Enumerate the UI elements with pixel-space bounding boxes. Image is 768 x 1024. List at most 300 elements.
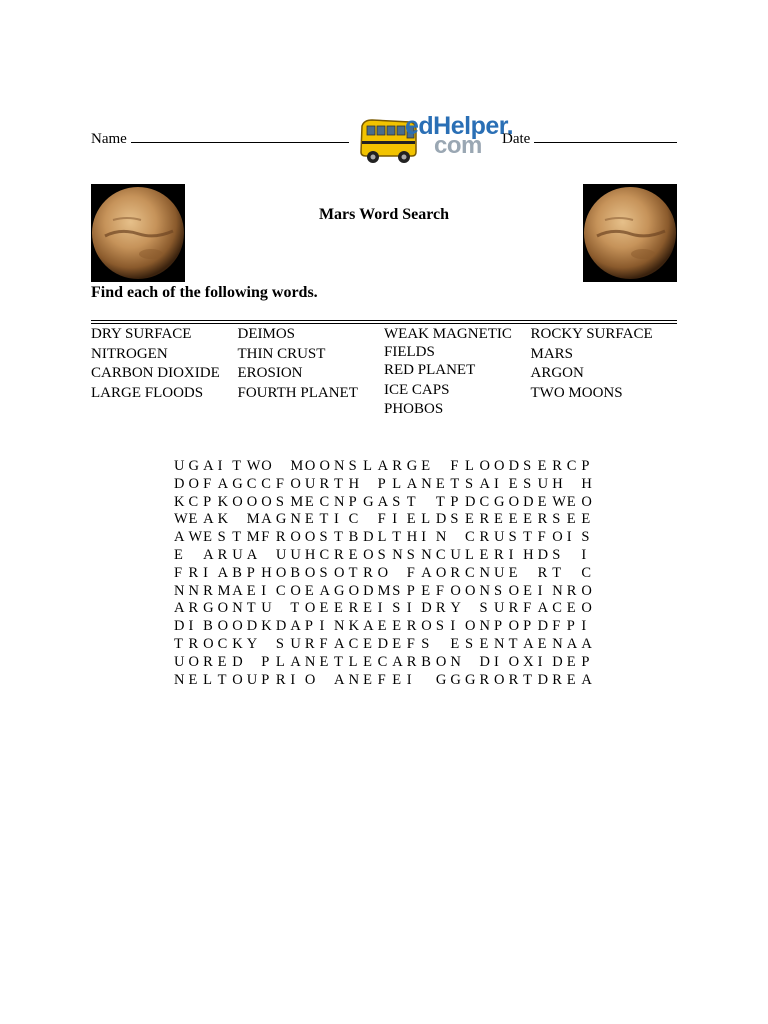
grid-cell[interactable]: U	[290, 635, 301, 652]
grid-cell[interactable]: G	[435, 671, 447, 688]
grid-cell[interactable]: O	[435, 564, 447, 581]
grid-cell[interactable]: H	[523, 546, 534, 563]
grid-cell[interactable]: W	[246, 458, 261, 474]
grid-cell[interactable]: I	[203, 564, 208, 581]
grid-cell[interactable]	[261, 636, 276, 654]
grid-cell[interactable]: N	[334, 493, 345, 510]
grid-cell[interactable]: E	[421, 582, 431, 599]
grid-cell[interactable]: A	[363, 618, 374, 635]
grid-cell[interactable]: U	[494, 564, 505, 581]
grid-cell[interactable]: E	[435, 475, 445, 492]
grid-cell[interactable]: T	[552, 564, 562, 581]
grid-cell[interactable]: O	[508, 493, 520, 510]
grid-cell[interactable]: R	[406, 618, 417, 635]
grid-cell[interactable]: O	[261, 493, 272, 510]
grid-cell[interactable]: P	[261, 653, 270, 670]
grid-cell[interactable]: U	[290, 546, 301, 563]
grid-cell[interactable]: I	[450, 618, 456, 635]
grid-cell[interactable]	[363, 476, 378, 494]
grid-cell[interactable]: E	[537, 635, 547, 652]
grid-cell[interactable]: E	[566, 600, 576, 617]
grid-cell[interactable]: U	[246, 671, 258, 688]
grid-cell[interactable]: C	[275, 582, 286, 599]
grid-cell[interactable]: U	[232, 546, 243, 563]
grid-cell[interactable]: I	[494, 653, 499, 670]
grid-cell[interactable]: G	[363, 493, 374, 510]
grid-cell[interactable]	[465, 600, 480, 618]
grid-cell[interactable]: S	[464, 475, 474, 492]
grid-cell[interactable]: S	[275, 635, 284, 652]
grid-cell[interactable]: O	[581, 600, 592, 617]
grid-cell[interactable]: E	[566, 653, 576, 670]
grid-cell[interactable]: E	[188, 671, 198, 688]
grid-cell[interactable]: G	[275, 511, 287, 528]
grid-cell[interactable]: T	[232, 529, 242, 546]
grid-cell[interactable]: A	[261, 511, 272, 528]
grid-cell[interactable]: I	[537, 582, 543, 599]
grid-cell[interactable]: O	[508, 582, 520, 599]
grid-cell[interactable]: O	[421, 618, 432, 635]
grid-cell[interactable]: I	[406, 671, 412, 688]
grid-cell[interactable]: I	[421, 529, 427, 546]
grid-cell[interactable]: R	[479, 671, 490, 688]
grid-cell[interactable]: S	[217, 529, 226, 546]
grid-cell[interactable]: O	[508, 653, 520, 670]
grid-cell[interactable]: C	[319, 546, 330, 563]
grid-cell[interactable]: O	[232, 493, 243, 510]
grid-cell[interactable]: O	[203, 635, 214, 652]
grid-cell[interactable]: S	[435, 618, 444, 635]
grid-cell[interactable]: N	[188, 582, 200, 599]
grid-cell[interactable]: N	[494, 635, 505, 652]
grid-cell[interactable]: T	[290, 600, 300, 617]
grid-cell[interactable]: F	[377, 671, 386, 688]
grid-cell[interactable]: A	[246, 546, 258, 563]
grid-cell[interactable]: N	[348, 671, 360, 688]
grid-cell[interactable]: D	[435, 511, 447, 528]
grid-cell[interactable]: C	[464, 564, 475, 581]
grid-cell[interactable]: A	[334, 671, 345, 688]
grid-cell[interactable]: F	[275, 475, 284, 492]
grid-cell[interactable]: O	[348, 582, 360, 599]
grid-cell[interactable]: O	[479, 458, 490, 474]
grid-cell[interactable]: R	[188, 564, 199, 581]
grid-cell[interactable]: E	[537, 493, 547, 510]
grid-cell[interactable]	[421, 672, 436, 690]
grid-cell[interactable]: E	[377, 618, 387, 635]
grid-cell[interactable]: L	[392, 475, 402, 492]
grid-cell[interactable]: A	[217, 564, 229, 581]
grid-cell[interactable]: E	[348, 546, 358, 563]
grid-cell[interactable]: R	[217, 546, 228, 563]
grid-cell[interactable]: K	[217, 511, 229, 528]
grid-cell[interactable]: C	[435, 546, 446, 563]
grid-cell[interactable]: S	[319, 564, 328, 581]
grid-cell[interactable]: E	[581, 511, 591, 528]
grid-cell[interactable]: W	[552, 493, 566, 510]
grid-cell[interactable]: E	[203, 529, 212, 546]
grid-cell[interactable]: H	[348, 475, 360, 492]
grid-cell[interactable]: O	[217, 600, 229, 617]
grid-cell[interactable]: N	[479, 564, 490, 581]
grid-cell[interactable]	[392, 565, 407, 583]
grid-cell[interactable]: R	[188, 635, 199, 652]
grid-cell[interactable]: R	[188, 600, 199, 617]
grid-cell[interactable]: N	[450, 653, 461, 670]
grid-cell[interactable]: O	[232, 618, 243, 635]
grid-cell[interactable]: A	[217, 475, 229, 492]
grid-cell[interactable]: T	[435, 493, 445, 510]
grid-cell[interactable]	[436, 636, 451, 654]
grid-cell[interactable]: L	[464, 546, 474, 563]
grid-cell[interactable]: R	[479, 529, 490, 546]
grid-cell[interactable]: E	[304, 511, 314, 528]
grid-cell[interactable]: O	[188, 653, 200, 670]
grid-cell[interactable]: N	[334, 618, 345, 635]
grid-cell[interactable]: O	[188, 475, 200, 492]
grid-cell[interactable]	[465, 654, 480, 672]
grid-cell[interactable]: S	[392, 600, 401, 617]
date-blank-line[interactable]	[534, 130, 677, 143]
grid-cell[interactable]: C	[188, 493, 199, 510]
grid-cell[interactable]: U	[537, 475, 549, 492]
grid-cell[interactable]: L	[421, 511, 431, 528]
grid-cell[interactable]: E	[566, 511, 576, 528]
grid-cell[interactable]: D	[508, 458, 520, 474]
grid-cell[interactable]: N	[479, 618, 490, 635]
grid-cell[interactable]: O	[319, 458, 330, 474]
grid-cell[interactable]: C	[566, 458, 577, 474]
grid-cell[interactable]: D	[537, 546, 549, 563]
grid-cell[interactable]: L	[348, 653, 358, 670]
grid-cell[interactable]: I	[290, 671, 296, 688]
grid-cell[interactable]: M	[217, 582, 231, 599]
grid-cell[interactable]: M	[377, 582, 391, 599]
grid-cell[interactable]: C	[246, 475, 257, 492]
grid-cell[interactable]: H	[581, 475, 592, 492]
grid-cell[interactable]: C	[581, 564, 591, 581]
grid-cell[interactable]: D	[377, 635, 389, 652]
grid-cell[interactable]	[276, 458, 291, 476]
grid-cell[interactable]: C	[348, 511, 359, 528]
grid-cell[interactable]: S	[464, 635, 474, 652]
grid-cell[interactable]: N	[479, 582, 490, 599]
grid-cell[interactable]: A	[581, 671, 592, 688]
grid-cell[interactable]: I	[581, 546, 587, 563]
grid-cell[interactable]: S	[479, 600, 488, 617]
grid-cell[interactable]: C	[261, 475, 271, 492]
grid-cell[interactable]: I	[261, 582, 267, 599]
grid-cell[interactable]: Y	[246, 635, 258, 652]
grid-cell[interactable]: L	[203, 671, 212, 688]
grid-cell[interactable]: S	[377, 546, 386, 563]
grid-cell[interactable]: N	[174, 671, 185, 688]
grid-cell[interactable]: R	[435, 600, 446, 617]
grid-cell[interactable]: E	[363, 635, 372, 652]
grid-cell[interactable]: E	[363, 671, 372, 688]
grid-cell[interactable]: F	[377, 511, 386, 528]
grid-cell[interactable]: N	[421, 475, 432, 492]
grid-cell[interactable]: D	[174, 618, 185, 635]
grid-cell[interactable]: F	[406, 635, 415, 652]
grid-cell[interactable]: N	[304, 653, 316, 670]
grid-cell[interactable]: O	[464, 582, 476, 599]
grid-cell[interactable]: R	[203, 582, 213, 599]
grid-cell[interactable]: F	[174, 564, 183, 581]
grid-cell[interactable]: U	[174, 458, 185, 474]
grid-cell[interactable]: K	[261, 618, 272, 635]
grid-cell[interactable]: R	[363, 564, 373, 581]
grid-cell[interactable]: E	[319, 653, 329, 670]
grid-cell[interactable]: O	[435, 653, 447, 670]
grid-cell[interactable]: E	[450, 635, 460, 652]
grid-cell[interactable]: A	[537, 600, 549, 617]
grid-cell[interactable]: H	[406, 529, 418, 546]
grid-cell[interactable]: R	[479, 511, 490, 528]
grid-cell[interactable]: M	[246, 511, 260, 528]
grid-cell[interactable]: N	[290, 511, 301, 528]
grid-cell[interactable]: O	[494, 458, 505, 474]
grid-cell[interactable]: T	[523, 671, 532, 688]
grid-cell[interactable]: K	[348, 618, 360, 635]
grid-cell[interactable]: E	[392, 635, 402, 652]
grid-cell[interactable]: E	[508, 475, 518, 492]
grid-cell[interactable]: P	[566, 618, 575, 635]
grid-cell[interactable]: R	[392, 458, 402, 474]
grid-cell[interactable]: I	[188, 618, 194, 635]
grid-cell[interactable]: E	[304, 493, 314, 510]
grid-cell[interactable]: S	[552, 511, 561, 528]
grid-cell[interactable]: F	[406, 564, 415, 581]
grid-cell[interactable]: R	[537, 511, 548, 528]
grid-cell[interactable]: N	[421, 546, 432, 563]
grid-cell[interactable]: P	[261, 671, 270, 688]
grid-cell[interactable]: C	[552, 600, 562, 617]
grid-cell[interactable]: E	[566, 493, 576, 510]
grid-cell[interactable]	[567, 476, 582, 494]
grid-cell[interactable]: O	[581, 582, 592, 599]
grid-cell[interactable]: N	[552, 582, 563, 599]
grid-cell[interactable]: N	[232, 600, 243, 617]
grid-cell[interactable]: R	[334, 546, 344, 563]
grid-cell[interactable]: F	[450, 458, 459, 474]
grid-cell[interactable]: P	[377, 475, 386, 492]
grid-cell[interactable]: I	[319, 618, 325, 635]
grid-cell[interactable]: A	[203, 458, 214, 474]
grid-cell[interactable]: C	[217, 635, 228, 652]
grid-cell[interactable]: F	[552, 618, 561, 635]
grid-cell[interactable]: H	[552, 475, 563, 492]
grid-cell[interactable]: O	[450, 582, 461, 599]
grid-cell[interactable]: H	[304, 546, 316, 563]
grid-cell[interactable]: O	[290, 475, 301, 492]
grid-cell[interactable]	[232, 511, 247, 529]
grid-cell[interactable]: R	[566, 582, 577, 599]
grid-cell[interactable]: O	[304, 458, 316, 474]
grid-cell[interactable]: S	[275, 493, 284, 510]
grid-cell[interactable]: O	[494, 671, 505, 688]
grid-cell[interactable]: A	[581, 635, 592, 652]
grid-cell[interactable]	[567, 547, 582, 565]
grid-cell[interactable]: M	[290, 458, 304, 474]
grid-cell[interactable]: A	[290, 618, 301, 635]
grid-cell[interactable]: U	[261, 600, 272, 617]
grid-cell[interactable]: A	[421, 564, 432, 581]
grid-cell[interactable]: R	[275, 671, 286, 688]
grid-cell[interactable]: A	[290, 653, 301, 670]
grid-cell[interactable]: D	[523, 493, 534, 510]
grid-cell[interactable]: R	[406, 653, 417, 670]
grid-cell[interactable]: R	[494, 546, 504, 563]
grid-cell[interactable]: U	[450, 546, 461, 563]
grid-cell[interactable]: I	[334, 511, 339, 528]
grid-cell[interactable]: P	[581, 653, 590, 670]
grid-cell[interactable]: S	[494, 582, 503, 599]
grid-cell[interactable]: S	[581, 529, 590, 546]
grid-cell[interactable]: E	[508, 511, 518, 528]
name-blank-line[interactable]	[131, 130, 349, 143]
grid-cell[interactable]: T	[334, 475, 343, 492]
grid-cell[interactable]: A	[232, 582, 243, 599]
grid-cell[interactable]	[567, 565, 582, 583]
grid-cell[interactable]: O	[232, 671, 243, 688]
grid-cell[interactable]: R	[319, 475, 330, 492]
grid-cell[interactable]	[261, 547, 276, 565]
grid-cell[interactable]: A	[377, 458, 389, 474]
grid-cell[interactable]	[276, 600, 291, 618]
grid-cell[interactable]: S	[450, 511, 459, 528]
grid-cell[interactable]: G	[494, 493, 505, 510]
grid-cell[interactable]: E	[217, 653, 227, 670]
grid-cell[interactable]: D	[421, 600, 432, 617]
grid-cell[interactable]: F	[435, 582, 444, 599]
grid-cell[interactable]: E	[464, 511, 474, 528]
grid-cell[interactable]: E	[363, 600, 372, 617]
grid-cell[interactable]: B	[348, 529, 359, 546]
grid-cell[interactable]: R	[304, 635, 315, 652]
grid-cell[interactable]: U	[174, 653, 185, 670]
grid-cell[interactable]: N	[552, 635, 563, 652]
grid-cell[interactable]: E	[363, 653, 372, 670]
grid-cell[interactable]: O	[304, 600, 316, 617]
grid-cell[interactable]: S	[392, 493, 401, 510]
grid-cell[interactable]: E	[566, 671, 576, 688]
grid-cell[interactable]: B	[203, 618, 213, 635]
grid-cell[interactable]: I	[508, 546, 514, 563]
grid-cell[interactable]	[450, 529, 465, 547]
grid-cell[interactable]: E	[479, 635, 489, 652]
grid-cell[interactable]: E	[304, 582, 314, 599]
grid-cell[interactable]: E	[174, 546, 183, 563]
grid-cell[interactable]: O	[334, 564, 345, 581]
grid-cell[interactable]: K	[232, 635, 243, 652]
grid-cell[interactable]: R	[203, 653, 213, 670]
grid-cell[interactable]	[523, 565, 538, 583]
grid-cell[interactable]	[363, 511, 378, 529]
grid-cell[interactable]: F	[523, 600, 532, 617]
grid-cell[interactable]: E	[246, 582, 256, 599]
grid-cell[interactable]: N	[435, 529, 447, 546]
grid-cell[interactable]: T	[523, 529, 532, 546]
grid-cell[interactable]: X	[523, 653, 534, 670]
grid-cell[interactable]: O	[261, 458, 272, 474]
grid-cell[interactable]: O	[464, 618, 476, 635]
grid-cell[interactable]: P	[304, 618, 313, 635]
grid-cell[interactable]: L	[275, 653, 285, 670]
grid-cell[interactable]: G	[203, 600, 214, 617]
grid-cell[interactable]: O	[552, 529, 563, 546]
grid-cell[interactable]: A	[203, 511, 214, 528]
grid-cell[interactable]: A	[392, 653, 403, 670]
grid-cell[interactable]: R	[508, 671, 519, 688]
grid-cell[interactable]: E	[508, 564, 518, 581]
grid-cell[interactable]: L	[377, 529, 387, 546]
grid-cell[interactable]: F	[537, 529, 546, 546]
grid-cell[interactable]: T	[174, 635, 183, 652]
grid-cell[interactable]: C	[377, 653, 388, 670]
grid-cell[interactable]: D	[246, 618, 258, 635]
grid-cell[interactable]: I	[537, 653, 543, 670]
grid-cell[interactable]: O	[304, 671, 316, 688]
grid-cell[interactable]: S	[319, 529, 328, 546]
grid-cell[interactable]: L	[464, 458, 474, 474]
grid-cell[interactable]: U	[304, 475, 316, 492]
grid-cell[interactable]: A	[319, 582, 330, 599]
grid-cell[interactable]: C	[348, 635, 359, 652]
grid-cell[interactable]: U	[494, 600, 505, 617]
grid-cell[interactable]: O	[304, 529, 316, 546]
grid-cell[interactable]: T	[334, 529, 343, 546]
grid-cell[interactable]: W	[174, 511, 188, 528]
grid-cell[interactable]: G	[406, 458, 418, 474]
grid-cell[interactable]: T	[392, 529, 402, 546]
grid-cell[interactable]: D	[232, 653, 243, 670]
grid-cell[interactable]: T	[246, 600, 256, 617]
grid-cell[interactable]: C	[479, 493, 490, 510]
grid-cell[interactable]: S	[348, 458, 357, 474]
grid-cell[interactable]: L	[363, 458, 372, 474]
grid-cell[interactable]: O	[246, 493, 258, 510]
grid-cell[interactable]: M	[290, 493, 304, 510]
grid-cell[interactable]	[189, 547, 204, 565]
grid-cell[interactable]: E	[479, 546, 489, 563]
grid-cell[interactable]: T	[319, 511, 329, 528]
grid-cell[interactable]: D	[537, 671, 549, 688]
grid-cell[interactable]	[421, 494, 436, 512]
grid-cell[interactable]: U	[275, 546, 287, 563]
grid-cell[interactable]: S	[508, 529, 517, 546]
grid-cell[interactable]: A	[334, 635, 345, 652]
grid-cell[interactable]: O	[363, 546, 374, 563]
grid-cell[interactable]: I	[581, 618, 587, 635]
grid-cell[interactable]: E	[188, 511, 198, 528]
grid-cell[interactable]: E	[334, 600, 343, 617]
grid-cell[interactable]: S	[406, 546, 415, 563]
grid-cell[interactable]: G	[334, 582, 345, 599]
grid-cell[interactable]: Y	[450, 600, 461, 617]
grid-cell[interactable]: N	[174, 582, 185, 599]
grid-cell[interactable]: F	[319, 635, 328, 652]
grid-cell[interactable]: T	[334, 653, 343, 670]
grid-cell[interactable]: O	[581, 493, 592, 510]
grid-cell[interactable]: S	[523, 458, 532, 474]
grid-cell[interactable]: C	[319, 493, 330, 510]
grid-cell[interactable]: P	[523, 618, 532, 635]
grid-cell[interactable]: P	[581, 458, 590, 474]
grid-cell[interactable]: G	[450, 671, 461, 688]
grid-cell[interactable]: S	[392, 582, 401, 599]
grid-cell[interactable]: A	[174, 600, 185, 617]
